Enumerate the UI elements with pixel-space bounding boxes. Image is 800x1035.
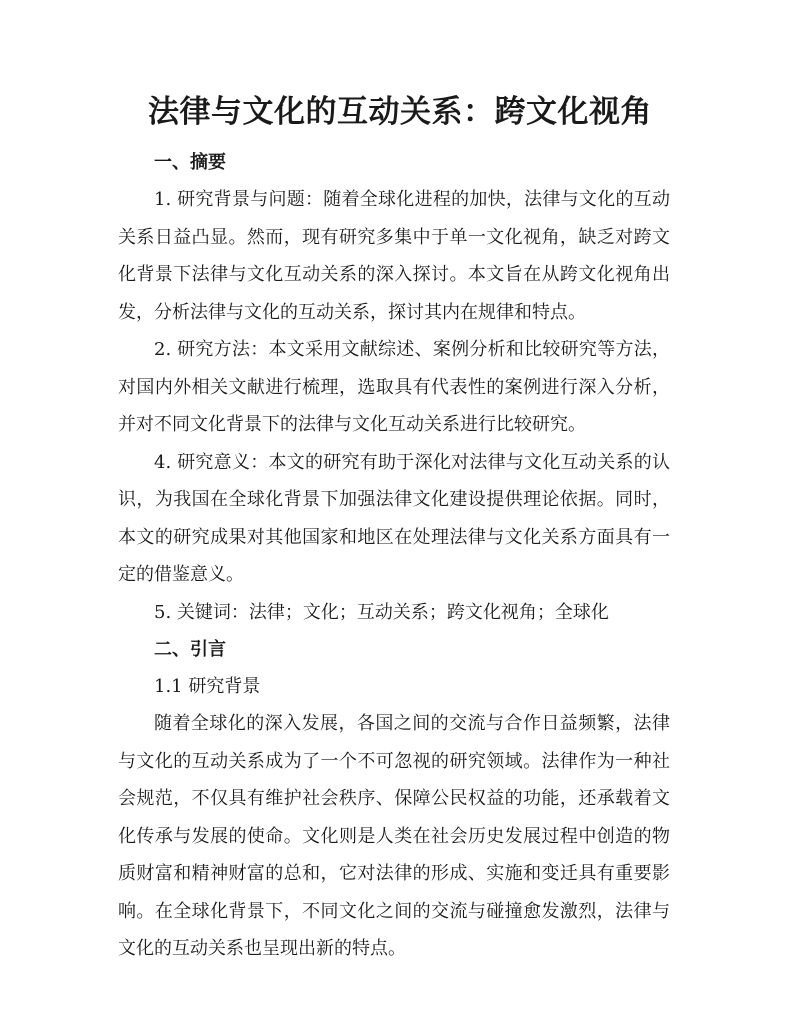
introduction-paragraph: 随着全球化的深入发展，各国之间的交流与合作日益频繁，法律与文化的互动关系成为了一个不可忽视的研究领域。法律作为一种社会规范，不仅具有维护社会秩序、保障公民权益的功能，还承载着文化传承与发展的使命。文化则是人类在社会历史发展过程中创造的物质财富和精神财富的总和，它对法律的形成、实施和变迁具有重要影响。在全球化背景下，不同文化之间的交流与碰撞愈发激烈，法律与文化的互动关系也呈现出新的特点。 bbox=[118, 713, 670, 959]
section-heading-introduction: 二、引言 bbox=[154, 639, 226, 660]
subsection-heading-background: 1.1 研究背景 bbox=[154, 676, 261, 697]
document-body bbox=[118, 144, 670, 968]
document-title: 法律与文化的互动关系：跨文化视角 bbox=[148, 94, 652, 130]
abstract-paragraph-keywords: 5. 关键词：法律；文化；互动关系；跨文化视角；全球化 bbox=[154, 601, 609, 623]
abstract-paragraph-background: 1. 研究背景与问题：随着全球化进程的加快，法律与文化的互动关系日益凸显。然而，现有研究多集中于单一文化视角，缺乏对跨文化背景下法律与文化互动关系的深入探讨。本文旨在从跨文化视角出发，分析法律与文化的互动关系，探讨其内在规律和特点。 bbox=[118, 189, 670, 323]
abstract-paragraph-significance: 4. 研究意义：本文的研究有助于深化对法律与文化互动关系的认识，为我国在全球化背景下加强法律文化建设提供理论依据。同时，本文的研究成果对其他国家和地区在处理法律与文化关系方面具有一定的借鉴意义。 bbox=[118, 451, 670, 585]
section-heading-abstract: 一、摘要 bbox=[154, 152, 226, 173]
abstract-paragraph-methods: 2. 研究方法：本文采用文献综述、案例分析和比较研究等方法，对国内外相关文献进行梳理，选取具有代表性的案例进行深入分析，并对不同文化背景下的法律与文化互动关系进行比较研究。 bbox=[118, 339, 670, 435]
